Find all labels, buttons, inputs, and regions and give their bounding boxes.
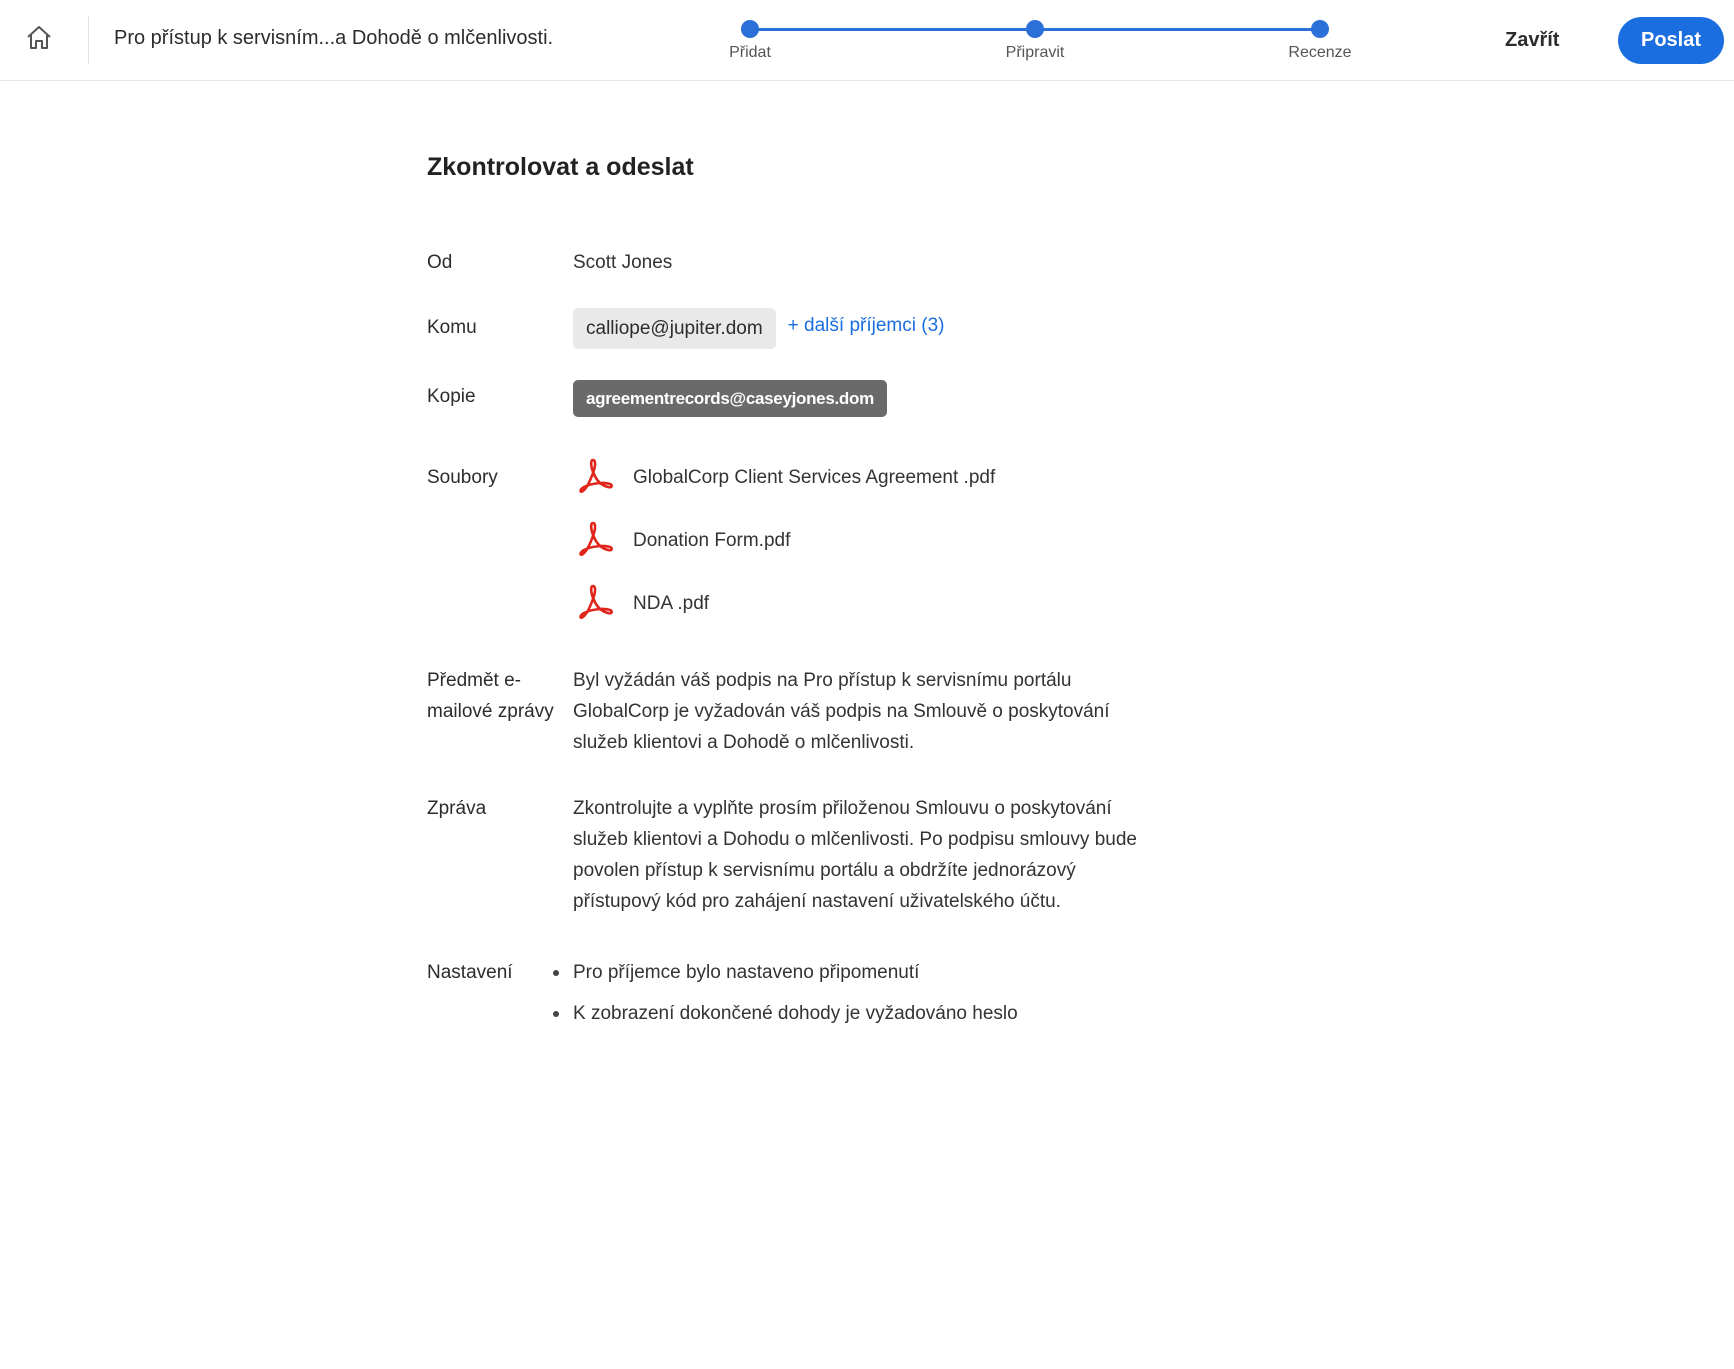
file-item[interactable] (573, 525, 1173, 588)
home-button[interactable] (18, 20, 60, 60)
step-review[interactable] (1260, 20, 1380, 62)
step-dot (1026, 20, 1044, 38)
settings-item: Pro příjemce bylo nastaveno připomenutí (573, 957, 1173, 988)
recipient-chip[interactable]: calliope@jupiter.dom (573, 308, 776, 349)
pdf-icon (575, 582, 615, 622)
step-dot (1311, 20, 1329, 38)
message-label: Zpráva (427, 798, 487, 819)
settings-label: Nastavení (427, 962, 513, 983)
pdf-icon (575, 456, 615, 496)
email-subject: Byl vyžádán váš podpis na Pro přístup k servisnímu portálu GlobalCorp je vyžadován váš podpis na Smlouvě o poskytování služeb klientovi a Dohodě o mlčenlivosti. (573, 670, 1110, 753)
sender-name: Scott Jones (573, 252, 673, 273)
progress-stepper (700, 0, 1350, 80)
files-label: Soubory (427, 467, 498, 488)
step-label: Přidat (729, 44, 771, 61)
step-dot (741, 20, 759, 38)
page-title: Zkontrolovat a odeslat (427, 153, 694, 181)
settings-item: K zobrazení dokončené dohody je vyžadováno heslo (573, 998, 1173, 1029)
pdf-icon (575, 519, 615, 559)
close-button[interactable]: Zavřít (1505, 29, 1560, 51)
from-label: Od (427, 252, 453, 273)
top-bar (0, 0, 1734, 81)
file-item[interactable] (573, 462, 1173, 525)
subject-label-line: mailové zprávy (427, 701, 554, 722)
step-label: Recenze (1288, 44, 1352, 61)
file-list (573, 462, 1173, 651)
more-recipients-link[interactable]: + další příjemci (3) (787, 315, 945, 336)
file-name: NDA .pdf (633, 593, 710, 614)
agreement-title: Pro přístup k servisním...a Dohodě o mlčenlivosti. (114, 27, 554, 49)
home-icon (25, 24, 53, 57)
step-prepare[interactable] (975, 20, 1095, 62)
header-divider (88, 16, 89, 64)
subject-label (427, 665, 567, 727)
file-name: Donation Form.pdf (633, 530, 791, 551)
settings-list (573, 957, 1173, 1029)
email-message: Zkontrolujte a vyplňte prosím přiloženou Smlouvu o poskytování služeb klientovi a Dohodu o mlčenlivosti. Po podpisu smlouvy bude povolen přístup k servisnímu portálu a obdržíte jednorázový přístupový kód pro zahájení nastavení uživatelského účtu. (573, 798, 1137, 912)
send-button[interactable]: Poslat (1618, 17, 1724, 64)
file-item[interactable] (573, 588, 1173, 651)
file-name: GlobalCorp Client Services Agreement .pdf (633, 467, 996, 488)
cc-label: Kopie (427, 386, 476, 407)
cc-recipient-chip[interactable]: agreementrecords@caseyjones.dom (573, 380, 887, 417)
settings-values (573, 957, 1173, 1039)
cc-recipients (573, 380, 1173, 417)
step-add[interactable] (690, 20, 810, 62)
to-recipients (573, 308, 1173, 349)
to-label: Komu (427, 317, 477, 338)
step-label: Připravit (1005, 44, 1065, 61)
subject-label-line: Předmět e- (427, 670, 521, 691)
